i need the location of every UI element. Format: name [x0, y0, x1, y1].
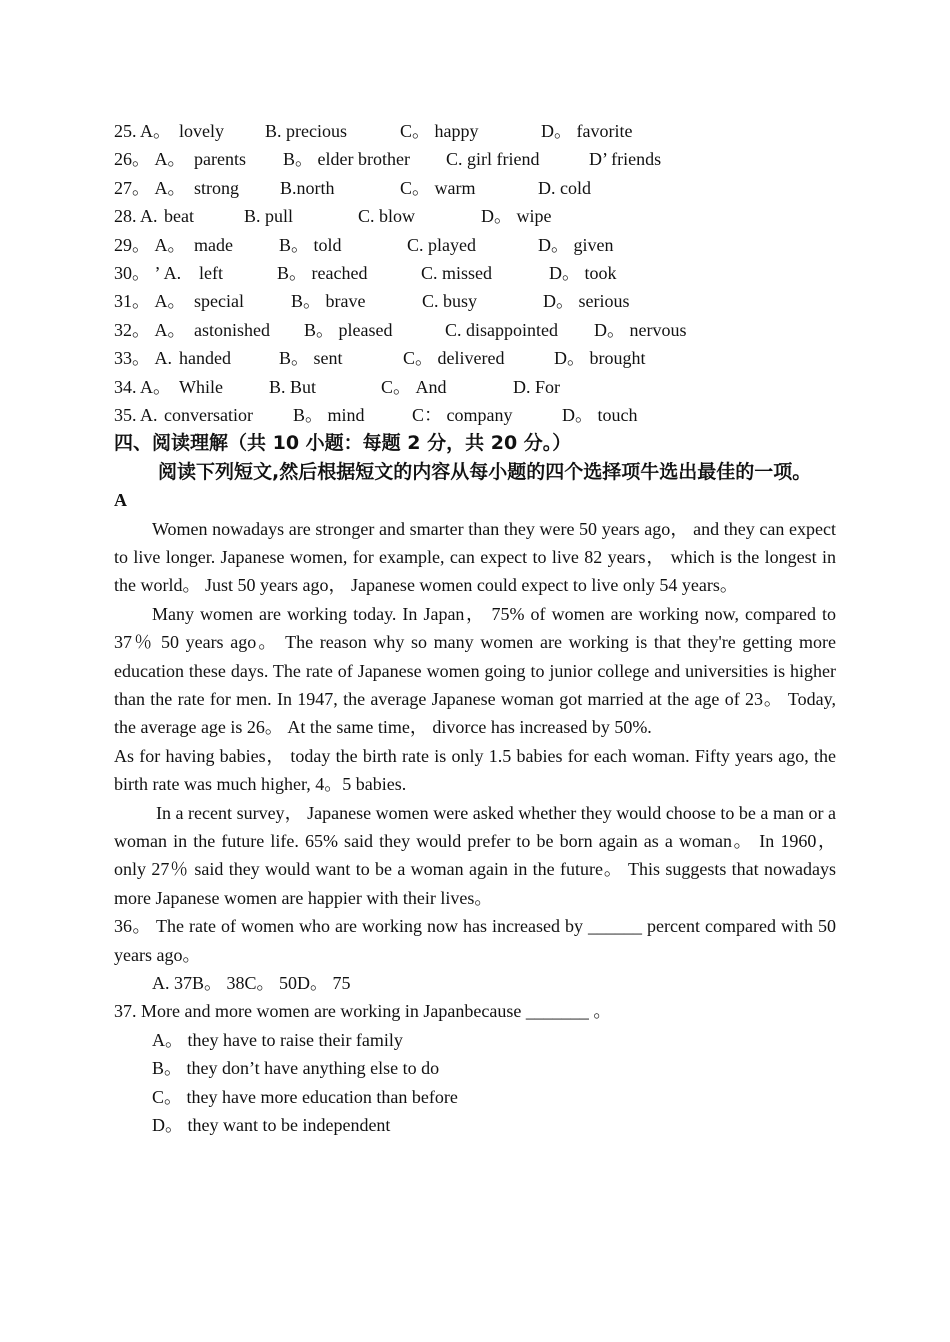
- option-row-33: 33。 A. handed B。 sent C。 delivered D。 brought: [114, 348, 646, 369]
- passage-paragraph-1: Women nowadays are stronger and smarter than they were 50 years ago， and they can expect to live longer. Japanese women, for example, can expect to live 82 years， which is the longest in the world。 Just 50 years ago， Japanese women could expect to live only 54 years。: [114, 518, 836, 596]
- question-37-option-d: D。 they want to be independent: [152, 1115, 391, 1136]
- passage-paragraph-3: As for having babies， today the birth rate is only 1.5 babies for each woman. Fifty years ago, the birth rate was much higher, 4。5 babies.: [114, 745, 836, 795]
- option-row-29: 29。 A。 made B。 told C. played D。 given: [114, 234, 614, 255]
- question-37-option-b: B。 they don’t have anything else to do: [152, 1058, 440, 1079]
- question-36-options: A. 37B。 38C。 50D。 75: [152, 973, 351, 994]
- exam-page: [114, 117, 836, 1139]
- passage-paragraph-2: Many women are working today. In Japan， 75% of women are working now, compared to 37％ 50 years ago。 The reason why so many women are working is that they're getting more education these days. The rate of Japanese women going to junior college and universities is higher than the rate for men. In 1947, the average Japanese woman got married at the age of 23。 Today, the average age is 26。 At the same time， divorce has increased by 50%.: [114, 603, 836, 738]
- option-row-30: 30。 ’ A. left B。 reached C. missed D。 took: [114, 262, 617, 283]
- question-37-option-a: A。 they have to raise their family: [152, 1029, 403, 1050]
- option-row-35: 35. A. conversatior B。 mind C： company D。 touch: [114, 404, 638, 425]
- passage-label: A: [114, 490, 127, 511]
- option-row-26: 26。 A。 parents B。 elder brother C. girl friend D’ friends: [114, 149, 662, 170]
- option-row-28: 28. A. beat B. pull C. blow D。 wipe: [114, 206, 552, 227]
- section-title: 四、阅读理解（共 10 小题：每题 2 分，共 20 分。）: [114, 432, 572, 455]
- option-row-25: 25. A。 lovely B. precious C。 happy D。 favorite: [114, 121, 633, 141]
- question-36-stem: 36。 The rate of women who are working now has increased by ______ percent compared with 50 years ago。: [114, 916, 836, 965]
- passage-paragraph-4: In a recent survey， Japanese women were asked whether they would choose to be a man or a woman in the future life. 65% said they would prefer to be born again as a woman。 In 1960， only 27％ said they would want to be a woman again in the future。 This suggests that nowadays more Japanese women are happier with their lives。: [114, 802, 836, 908]
- option-row-32: 32。 A。 astonished B。 pleased C. disappointed D。 nervous: [114, 319, 687, 340]
- question-37-option-c: C。 they have more education than before: [152, 1086, 458, 1107]
- option-row-31: 31。 A。 special B。 brave C. busy D。 serious: [114, 291, 630, 312]
- option-row-27: 27。 A。 strong B.north C。 warm D. cold: [114, 177, 591, 198]
- cloze-options: [114, 117, 836, 429]
- question-37-stem: 37. More and more women are working in Japanbecause _______ 。: [114, 1001, 612, 1022]
- option-row-34: 34. A。 While B. But C。 And D. For: [114, 376, 561, 397]
- section-instruction: 阅读下列短文,然后根据短文的内容从每小题的四个选择项牛选出最佳的一项。: [158, 460, 812, 483]
